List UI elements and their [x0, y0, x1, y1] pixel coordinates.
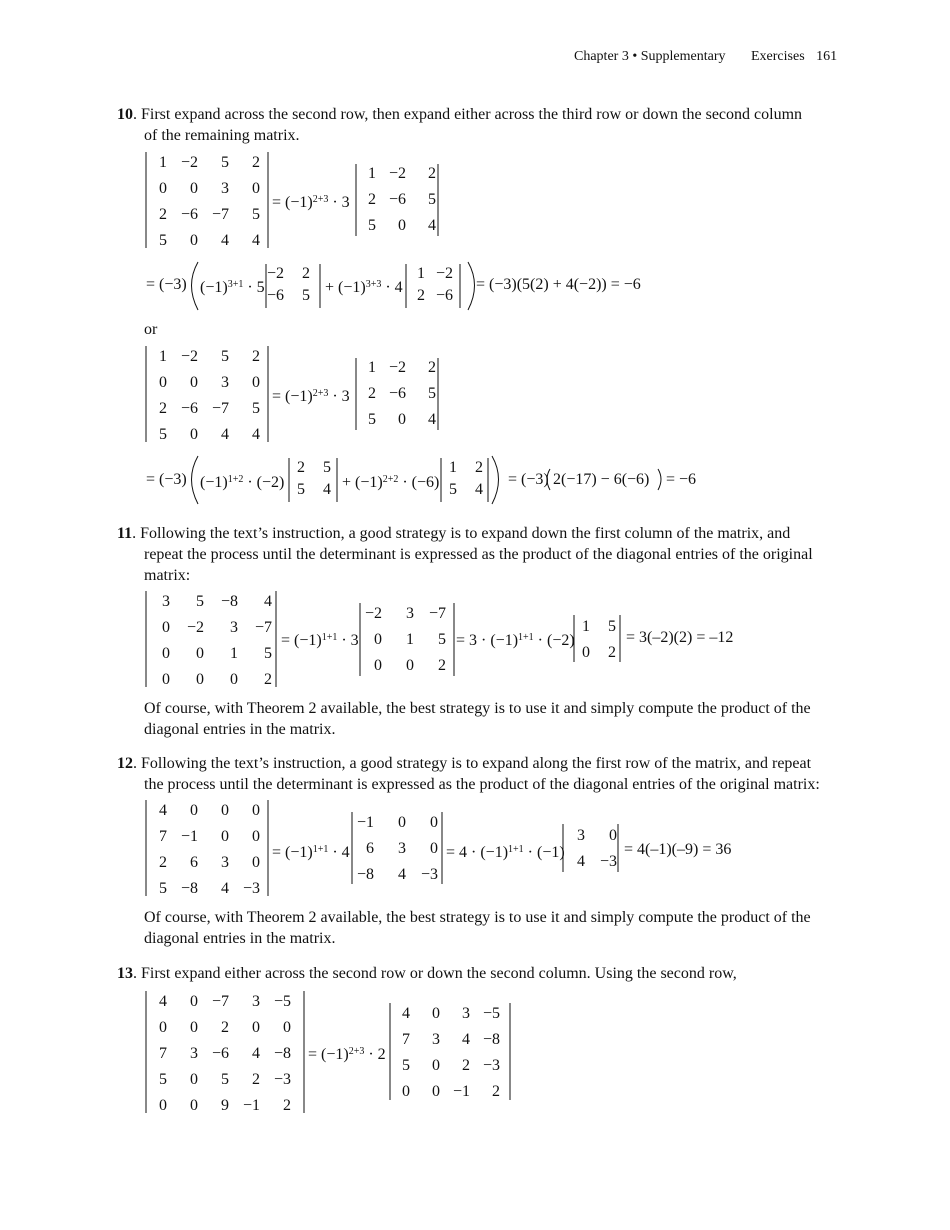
matrix-entry: −1: [452, 1083, 470, 1100]
matrix-entry: 0: [190, 1019, 198, 1036]
equation-term: = $(-1)^{2+3} \cdot 3$: [272, 388, 350, 405]
matrix-entry: 2: [462, 1057, 470, 1074]
chapter-label: Chapter 3: [574, 49, 629, 64]
matrix-entry: −2: [388, 359, 406, 376]
matrix-entry: −6: [435, 287, 453, 304]
matrix-entry: −2: [388, 165, 406, 182]
matrix-entry: 5: [368, 217, 376, 234]
matrix-entry: −2: [186, 619, 204, 636]
matrix-entry: 0: [190, 232, 198, 249]
matrix-entry: 1: [159, 154, 167, 171]
matrix-entry: −8: [356, 866, 374, 883]
exercise-12-line2: the process until the determinant is expressed as the product of the diagonal entries of the original matrix:: [144, 776, 820, 793]
matrix-entry: 4: [221, 232, 229, 249]
matrix-entry: 4: [221, 880, 229, 897]
exercise-12-note1: Of course, with Theorem 2 available, the best strategy is to use it and simply compute the product of the: [144, 909, 811, 926]
matrix-entry: 0: [398, 217, 406, 234]
matrix-entry: 4: [252, 426, 260, 443]
matrix-entry: 2: [283, 1097, 291, 1114]
matrix-entry: 0: [432, 1083, 440, 1100]
matrix-entry: 3: [462, 1005, 470, 1022]
matrix-entry: 4: [264, 593, 272, 610]
equation-term: $(-1)^{1+2} \cdot (-2)$: [200, 474, 285, 491]
page-number: 161: [816, 49, 838, 64]
matrix-entry: 3: [432, 1031, 440, 1048]
matrix-entry: −7: [211, 206, 229, 223]
matrix-entry: 2: [302, 265, 310, 282]
matrix-entry: −3: [273, 1071, 291, 1088]
matrix-entry: 0: [252, 180, 260, 197]
exercise-11-line1: 11. Following the text’s instruction, a good strategy is to expand down the first column of the matrix, and: [117, 525, 791, 542]
matrix-entry: −6: [211, 1045, 229, 1062]
matrix-entry: 3: [190, 1045, 198, 1062]
matrix-entry: −2: [266, 265, 284, 282]
matrix-entry: 2: [492, 1083, 500, 1100]
matrix-entry: −1: [356, 814, 374, 831]
matrix-entry: 0: [190, 374, 198, 391]
matrix-entry: 0: [190, 180, 198, 197]
matrix-entry: 1: [159, 348, 167, 365]
matrix-entry: 5: [449, 481, 457, 498]
matrix-entry: 0: [398, 411, 406, 428]
matrix-entry: −5: [273, 993, 291, 1010]
matrix-entry: 4: [475, 481, 483, 498]
matrix-entry: 5: [264, 645, 272, 662]
matrix-entry: −3: [599, 853, 617, 870]
matrix-entry: 1: [406, 631, 414, 648]
equation-term: = $(-1)^{2+3} \cdot 3$: [272, 194, 350, 211]
matrix-entry: 5: [159, 880, 167, 897]
matrix-entry: 5: [428, 191, 436, 208]
matrix-entry: 0: [252, 374, 260, 391]
matrix-entry: 4: [252, 1045, 260, 1062]
matrix-entry: 2: [159, 854, 167, 871]
matrix-entry: 5: [297, 481, 305, 498]
big-left-paren: [192, 456, 199, 504]
matrix-entry: 0: [609, 827, 617, 844]
matrix-entry: 2: [159, 400, 167, 417]
big-left-paren: [192, 262, 199, 310]
matrix-entry: 6: [366, 840, 374, 857]
matrix-entry: 2: [252, 348, 260, 365]
matrix-entry: 2: [252, 154, 260, 171]
matrix-entry: 2: [368, 191, 376, 208]
matrix-entry: 4: [428, 411, 436, 428]
matrix-entry: 0: [190, 1071, 198, 1088]
matrix-entry: 4: [252, 232, 260, 249]
matrix-entry: −2: [180, 154, 198, 171]
exercise-number: 11: [117, 525, 133, 542]
matrix-entry: 0: [432, 1005, 440, 1022]
matrix-entry: 5: [302, 287, 310, 304]
matrix-entry: 5: [252, 206, 260, 223]
matrix-entry: 4: [577, 853, 585, 870]
matrix-entry: 4: [323, 481, 331, 498]
matrix-entry: 0: [196, 645, 204, 662]
matrix-entry: 0: [190, 802, 198, 819]
matrix-entry: −7: [211, 993, 229, 1010]
matrix-entry: 5: [159, 232, 167, 249]
exercise-11-line2: repeat the process until the determinant is expressed as the product of the diagonal entries of the original: [144, 546, 813, 563]
matrix-entry: 0: [430, 840, 438, 857]
equation-term: = 4(–1)(–9) = 36: [624, 841, 732, 858]
matrix-entry: 0: [196, 671, 204, 688]
matrix-entry: 0: [252, 854, 260, 871]
exercise-12-note2: diagonal entries in the matrix.: [144, 930, 336, 947]
matrix-entry: 3: [398, 840, 406, 857]
matrix-entry: 3: [221, 854, 229, 871]
matrix-entry: 5: [323, 459, 331, 476]
matrix-entry: −6: [180, 400, 198, 417]
matrix-entry: 0: [374, 631, 382, 648]
matrix-entry: 5: [428, 385, 436, 402]
exercises-label: Exercises: [751, 49, 805, 64]
matrix-entry: 3: [162, 593, 170, 610]
matrix-entry: 0: [221, 828, 229, 845]
matrix-entry: 1: [230, 645, 238, 662]
matrix-entry: 2: [264, 671, 272, 688]
matrix-entry: −8: [220, 593, 238, 610]
equation-term: $(-1)^{3+1} \cdot 5$: [200, 279, 265, 296]
matrix-entry: −6: [266, 287, 284, 304]
exercise-number: 12: [117, 755, 133, 772]
matrix-entry: −8: [180, 880, 198, 897]
header-bullet: •: [632, 49, 638, 64]
matrix-entry: 4: [398, 866, 406, 883]
matrix-entry: 0: [159, 374, 167, 391]
matrix-entry: −8: [273, 1045, 291, 1062]
matrix-entry: 5: [402, 1057, 410, 1074]
exercise-10-line1: 10. First expand across the second row, then expand either across the third row or down the second column: [117, 106, 803, 123]
matrix-entry: −1: [180, 828, 198, 845]
matrix-entry: 4: [462, 1031, 470, 1048]
matrix-entry: 3: [221, 180, 229, 197]
equation-term: = $4 \cdot (-1)^{1+1} \cdot (-1)$: [446, 844, 565, 861]
matrix-entry: 0: [230, 671, 238, 688]
matrix-entry: 0: [190, 426, 198, 443]
matrix-entry: −1: [242, 1097, 260, 1114]
equation-term: = $(-1)^{2+3} \cdot 2$: [308, 1046, 386, 1063]
matrix-entry: 9: [221, 1097, 229, 1114]
matrix-entry: 2: [252, 1071, 260, 1088]
matrix-entry: 0: [190, 1097, 198, 1114]
matrix-entry: 4: [221, 426, 229, 443]
matrix-entry: −5: [482, 1005, 500, 1022]
matrix-entry: 4: [402, 1005, 410, 1022]
equation-term: = 3(–2)(2) = –12: [626, 629, 734, 646]
matrix-entry: 0: [190, 993, 198, 1010]
matrix-entry: 0: [283, 1019, 291, 1036]
matrix-entry: 5: [221, 1071, 229, 1088]
matrix-entry: 5: [196, 593, 204, 610]
matrix-entry: 0: [430, 814, 438, 831]
matrix-entry: −3: [242, 880, 260, 897]
equation-term: + $(-1)^{2+2} \cdot (-6)$: [342, 474, 440, 491]
matrix-entry: 5: [608, 618, 616, 635]
matrix-entry: 5: [221, 348, 229, 365]
matrix-entry: −6: [388, 191, 406, 208]
matrix-entry: 0: [162, 671, 170, 688]
equation-term: = $(-1)^{1+1} \cdot 4$: [272, 844, 350, 861]
or-label: or: [144, 321, 158, 338]
exercise-number: 13: [117, 965, 133, 982]
matrix-entry: 2: [368, 385, 376, 402]
matrix-entry: −3: [482, 1057, 500, 1074]
equation-term: = (−3): [508, 471, 549, 488]
matrix-entry: 1: [417, 265, 425, 282]
matrix-entry: 1: [449, 459, 457, 476]
exercise-11-note2: diagonal entries in the matrix.: [144, 721, 336, 738]
matrix-entry: 0: [252, 1019, 260, 1036]
matrix-entry: −8: [482, 1031, 500, 1048]
big-right-paren: [468, 262, 475, 310]
matrix-entry: 2: [417, 287, 425, 304]
equation-term: 2(−17) − 6(−6): [553, 471, 650, 488]
matrix-entry: 0: [252, 802, 260, 819]
matrix-entry: 5: [159, 426, 167, 443]
exercise-11-note1: Of course, with Theorem 2 available, the best strategy is to use it and simply compute the product of the: [144, 700, 811, 717]
matrix-entry: 5: [368, 411, 376, 428]
matrix-entry: 7: [402, 1031, 410, 1048]
matrix-entry: 3: [221, 374, 229, 391]
matrix-entry: 2: [159, 206, 167, 223]
matrix-entry: 0: [221, 802, 229, 819]
matrix-entry: 2: [428, 359, 436, 376]
matrix-entry: 0: [582, 644, 590, 661]
matrix-entry: −2: [180, 348, 198, 365]
matrix-entry: 0: [402, 1083, 410, 1100]
equation-term: = (−3): [146, 276, 187, 293]
matrix-entry: −2: [364, 605, 382, 622]
matrix-entry: 1: [582, 618, 590, 635]
matrix-entry: 0: [159, 180, 167, 197]
matrix-entry: 4: [159, 993, 167, 1010]
exercise-12-line1: 12. Following the text’s instruction, a good strategy is to expand along the first row of the matrix, and repeat: [117, 755, 812, 772]
matrix-entry: 0: [162, 619, 170, 636]
equation-term: = $(-1)^{1+1} \cdot 3$: [281, 632, 359, 649]
matrix-entry: 3: [406, 605, 414, 622]
matrix-entry: 0: [159, 1097, 167, 1114]
matrix-entry: 0: [159, 1019, 167, 1036]
equation-term: + $(-1)^{3+3} \cdot 4$: [325, 279, 403, 296]
matrix-entry: 7: [159, 828, 167, 845]
matrix-entry: 5: [438, 631, 446, 648]
exercise-number: 10: [117, 106, 133, 123]
matrix-entry: 3: [230, 619, 238, 636]
matrix-entry: 3: [577, 827, 585, 844]
matrix-entry: 0: [432, 1057, 440, 1074]
exercise-10-line2: of the remaining matrix.: [144, 127, 300, 144]
matrix-entry: 2: [297, 459, 305, 476]
matrix-entry: −7: [428, 605, 446, 622]
matrix-entry: 6: [190, 854, 198, 871]
matrix-entry: −2: [435, 265, 453, 282]
matrix-entry: −7: [254, 619, 272, 636]
big-right-paren: [492, 456, 499, 504]
section-label: Supplementary: [640, 49, 726, 64]
matrix-entry: 5: [221, 154, 229, 171]
matrix-entry: 5: [159, 1071, 167, 1088]
matrix-entry: −6: [180, 206, 198, 223]
matrix-entry: 1: [368, 359, 376, 376]
matrix-entry: 5: [252, 400, 260, 417]
matrix-entry: 2: [438, 657, 446, 674]
exercise-11-line3: matrix:: [144, 567, 191, 584]
matrix-entry: 2: [221, 1019, 229, 1036]
matrix-entry: 0: [406, 657, 414, 674]
matrix-entry: 4: [428, 217, 436, 234]
matrix-entry: 0: [252, 828, 260, 845]
matrix-entry: −6: [388, 385, 406, 402]
matrix-entry: 2: [608, 644, 616, 661]
matrix-entry: 0: [162, 645, 170, 662]
matrix-entry: 2: [428, 165, 436, 182]
matrix-entry: −7: [211, 400, 229, 417]
equation-term: = (−3): [146, 471, 187, 488]
equation-term: = $3 \cdot (-1)^{1+1} \cdot (-2)$: [456, 632, 575, 649]
matrix-entry: −3: [420, 866, 438, 883]
small-right-paren: [658, 469, 661, 490]
matrix-entry: 0: [398, 814, 406, 831]
matrix-entry: 1: [368, 165, 376, 182]
matrix-entry: 7: [159, 1045, 167, 1062]
equation-term: = (−3)(5(2) + 4(−2)) = −6: [476, 276, 641, 293]
exercise-13-line1: 13. First expand either across the second row or down the second column. Using the second row,: [117, 965, 737, 982]
matrix-entry: 4: [159, 802, 167, 819]
matrix-entry: 2: [475, 459, 483, 476]
equation-term: = −6: [666, 471, 697, 488]
matrix-entry: 3: [252, 993, 260, 1010]
matrix-entry: 0: [374, 657, 382, 674]
